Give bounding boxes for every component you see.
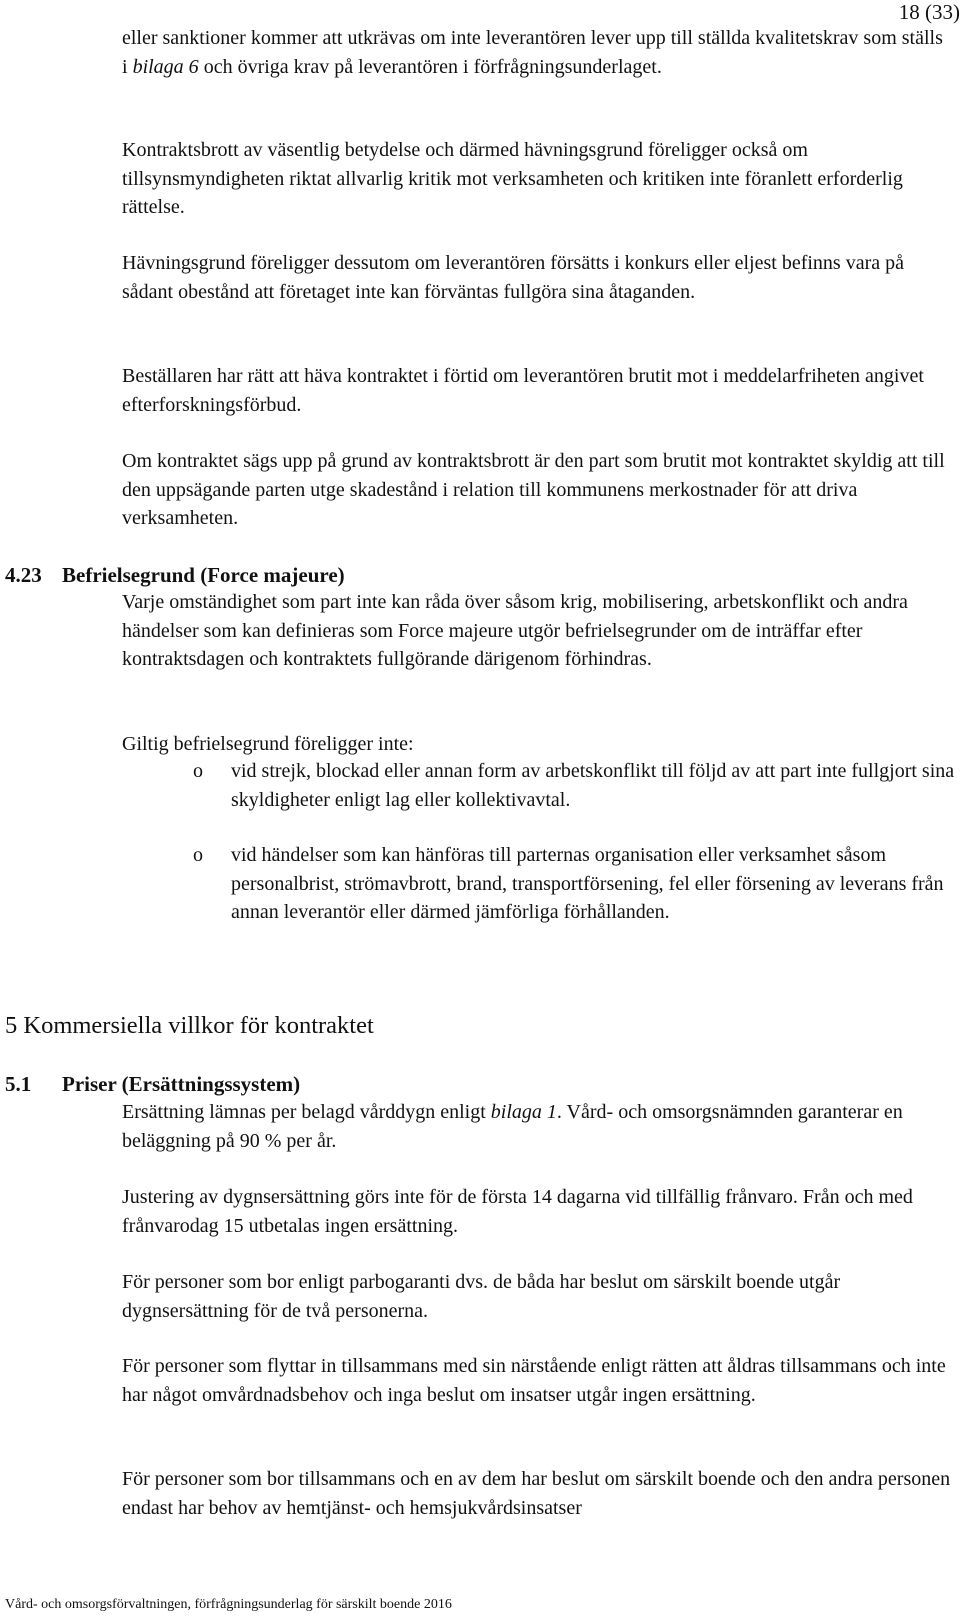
paragraph-move-together: För personer som flyttar in tillsammans med sin närstående enligt rätten att åldras tillsammans och inte har något omvårdnadsbehov och inga beslut om insatser utgår ingen ersättning. bbox=[122, 1355, 946, 1406]
page-footer: Vård- och omsorgsförvaltningen, förfrågningsunderlag för särskilt boende 2016 bbox=[5, 1597, 452, 1612]
paragraph-damages: Om kontraktet sägs upp på grund av kontraktsbrott är den part som brutit mot kontraktet skyldig att till den uppsägande parten utge skadestånd i relation till kommunens merkostnader för att driva verksamheten. bbox=[122, 450, 945, 529]
paragraph-live-together: För personer som bor tillsammans och en av dem har beslut om särskilt boende och den andra personen endast har behov av hemtjänst- och hemsjukvårdsinsatser bbox=[122, 1468, 951, 1519]
page-number: 18 (33) bbox=[898, 0, 960, 24]
section-heading-5: 5 Kommersiella villkor för kontraktet bbox=[5, 1012, 374, 1039]
paragraph-text: eller sanktioner kommer att utkrävas om inte leverantören lever upp till ställda kvalitetskrav som ställs i bbox=[122, 27, 943, 78]
section-heading-5-1 bbox=[5, 1070, 300, 1098]
paragraph-sanctions bbox=[122, 24, 952, 81]
paragraph-early-termination: Beställaren har rätt att häva kontraktet i förtid om leverantören brutit mot i meddelarfriheten angivet efterforskningsförbud. bbox=[122, 365, 924, 416]
section-title: Priser (Ersättningssystem) bbox=[62, 1072, 301, 1096]
bullet-strike: vid strejk, blockad eller annan form av arbetskonflikt till följd av att part inte fullgjort sina skyldigheter enligt lag eller kollektivavtal. bbox=[231, 760, 955, 811]
paragraph-adjustment: Justering av dygnsersättning görs inte för de första 14 dagarna vid tillfällig frånvaro. Från och med frånvarodag 15 utbetalas ingen ersättning. bbox=[122, 1186, 913, 1237]
paragraph-force-majeure: Varje omständighet som part inte kan råda över såsom krig, mobilisering, arbetskonflikt och andra händelser som kan definieras som Force majeure utgör befrielsegrunder om de inträffar efter kontraktsdagen och kontraktets fullgörande därigenom förhindras. bbox=[122, 591, 908, 670]
paragraph-termination-grounds: Hävningsgrund föreligger dessutom om leverantören försätts i konkurs eller eljest befinns vara på sådant obestånd att företaget inte kan förväntas fullgöra sina åtaganden. bbox=[122, 252, 905, 303]
paragraph-not-valid: Giltig befrielsegrund föreligger inte: bbox=[122, 733, 414, 755]
paragraph-breach: Kontraktsbrott av väsentlig betydelse och därmed hävningsgrund föreligger också om tillsynsmyndigheten riktat allvarlig kritik mot verksamheten och kritiken inte föranlett erforderlig rättelse. bbox=[122, 139, 903, 218]
paragraph-couple-guarantee: För personer som bor enligt parbogaranti dvs. de båda har beslut om särskilt boende utgår dygnsersättning för de två personerna. bbox=[122, 1271, 841, 1322]
section-heading-4-23 bbox=[5, 561, 345, 589]
paragraph-text: Ersättning lämnas per belagd vårddygn enligt bbox=[122, 1101, 486, 1123]
appendix-reference: bilaga 6 bbox=[132, 55, 199, 78]
section-title: Befrielsegrund (Force majeure) bbox=[62, 563, 345, 587]
section-number: 5.1 bbox=[5, 1072, 32, 1096]
bullet-marker: o bbox=[193, 760, 203, 782]
bullet-marker: o bbox=[193, 844, 203, 866]
bullet-organisation: vid händelser som kan hänföras till parternas organisation eller verksamhet såsom personalbrist, strömavbrott, brand, transportförsening, fel eller försening av leverans från annan leverantör eller därmed jämförliga förhållanden. bbox=[231, 844, 944, 923]
paragraph-text: och övriga krav på leverantören i förfrågningsunderlaget. bbox=[203, 55, 662, 78]
paragraph-text: . Vård- och omsorgsnämnden garanterar en beläggning på 90 % per år. bbox=[122, 1101, 903, 1152]
appendix-reference: bilaga 1 bbox=[490, 1101, 557, 1123]
paragraph-compensation bbox=[122, 1098, 952, 1155]
section-number: 4.23 bbox=[5, 563, 42, 587]
